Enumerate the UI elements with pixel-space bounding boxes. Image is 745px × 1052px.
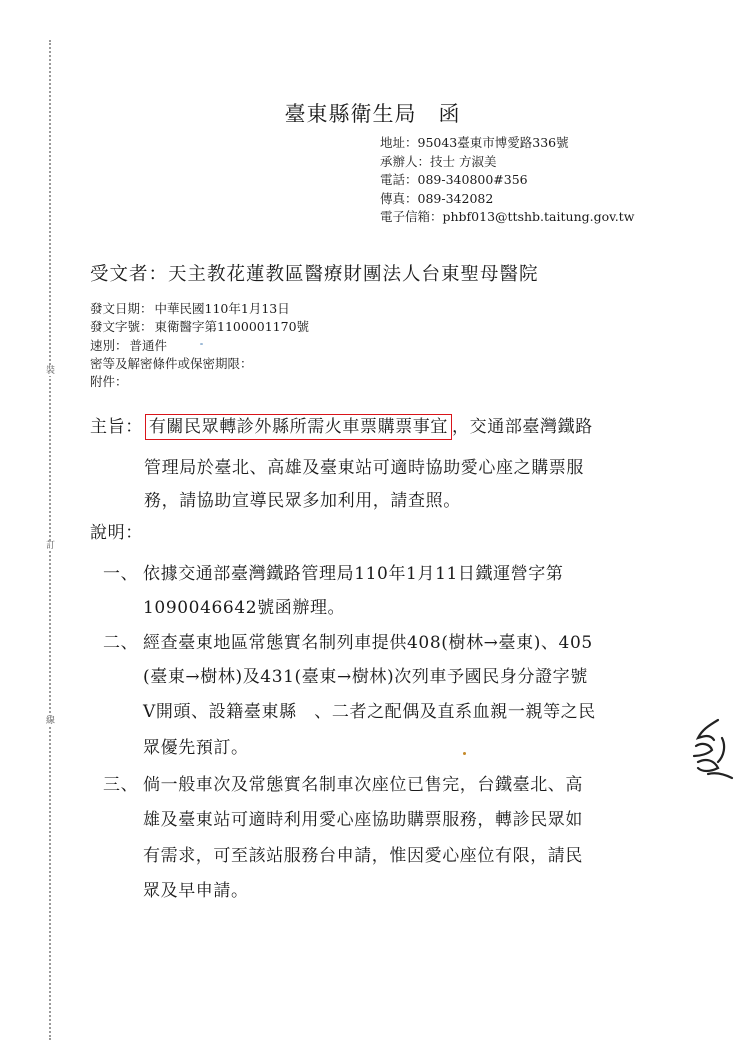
- contact-email: 電子信箱：phbf013@ttshb.taitung.gov.tw: [380, 209, 635, 225]
- meta-number-value: 東衛醫字第1100001170號: [154, 319, 310, 335]
- subject-label: 主旨：: [90, 417, 143, 437]
- item-1-line-1: 依據交通部臺灣鐵路管理局110年1月11日鐵運營字第: [143, 564, 564, 584]
- ink-dot: [463, 752, 466, 755]
- meta-security: 密等及解密條件或保密期限：: [90, 355, 253, 371]
- meta-attachment: 附件：: [90, 374, 128, 390]
- item-3-line-4: 眾及早申請。: [143, 881, 249, 901]
- scribble-icon: [688, 716, 742, 780]
- item-3-number: 三、: [103, 775, 139, 795]
- contact-handler: 承辦人：技士 方淑美: [380, 153, 497, 169]
- binding-mark-xian: 線: [46, 716, 56, 726]
- meta-number: [90, 318, 309, 336]
- item-2-line-4: 眾優先預訂。: [143, 738, 249, 758]
- item-2-line-3: V開頭、設籍臺東縣 、二者之配偶及直系血親一親等之民: [143, 702, 596, 722]
- contact-phone: 電話：089-340800#356: [380, 172, 528, 188]
- item-1-number: 一、: [103, 564, 139, 584]
- item-2-number: 二、: [103, 633, 139, 653]
- recipient-line: 受文者：天主教花蓮教區醫療財團法人台東聖母醫院: [90, 264, 539, 285]
- item-2-line-2: (臺東→樹林)及431(臺東→樹林)次列車予國民身分證字號: [143, 667, 588, 687]
- item-3-line-3: 有需求，可至該站服務台申請，惟因愛心座位有限，請民: [143, 846, 583, 866]
- subject-line-3: 務，請協助宣導民眾多加利用，請查照。: [144, 491, 461, 511]
- binding-margin-line: [49, 40, 51, 1040]
- meta-block: [90, 300, 309, 391]
- item-2-line-1: 經查臺東地區常態實名制列車提供408(樹林→臺東)、405: [143, 633, 593, 653]
- item-1-line-2: 1090046642號函辦理。: [143, 598, 346, 618]
- meta-number-label: 發文字號：: [90, 319, 153, 335]
- subject-line-2: 管理局於臺北、高雄及臺東站可適時協助愛心座之購票服: [144, 458, 584, 478]
- contact-fax: 傳真：089-342082: [380, 190, 494, 206]
- meta-date-label: 發文日期：: [90, 301, 153, 316]
- scan-speck: [200, 343, 203, 345]
- binding-mark-zhuang: 裝: [46, 366, 56, 376]
- meta-speed: [90, 337, 309, 355]
- binding-mark-ding: 訂: [46, 541, 56, 551]
- item-3-line-2: 雄及臺東站可適時利用愛心座協助購票服務，轉診民眾如: [143, 810, 583, 830]
- contact-block: [380, 134, 660, 227]
- contact-address: 地址：95043臺東市博愛路336號: [380, 135, 569, 150]
- meta-date: [90, 300, 309, 318]
- explanation-label: 說明：: [90, 523, 143, 543]
- subject-line-1: [90, 412, 593, 437]
- item-3-line-1: 倘一般車次及常態實名制車次座位已售完，台鐵臺北、高: [143, 775, 583, 795]
- subject-highlight: 有關民眾轉診外縣所需火車票購票事宜: [145, 414, 452, 440]
- subject-line1-rest: ，交通部臺灣鐵路: [452, 417, 593, 437]
- meta-speed-label: 速別：: [90, 337, 128, 353]
- meta-date-value: 中華民國110年1月13日: [154, 301, 290, 316]
- meta-speed-value: 普通件: [129, 337, 168, 353]
- document-title: 臺東縣衛生局 函: [284, 102, 461, 126]
